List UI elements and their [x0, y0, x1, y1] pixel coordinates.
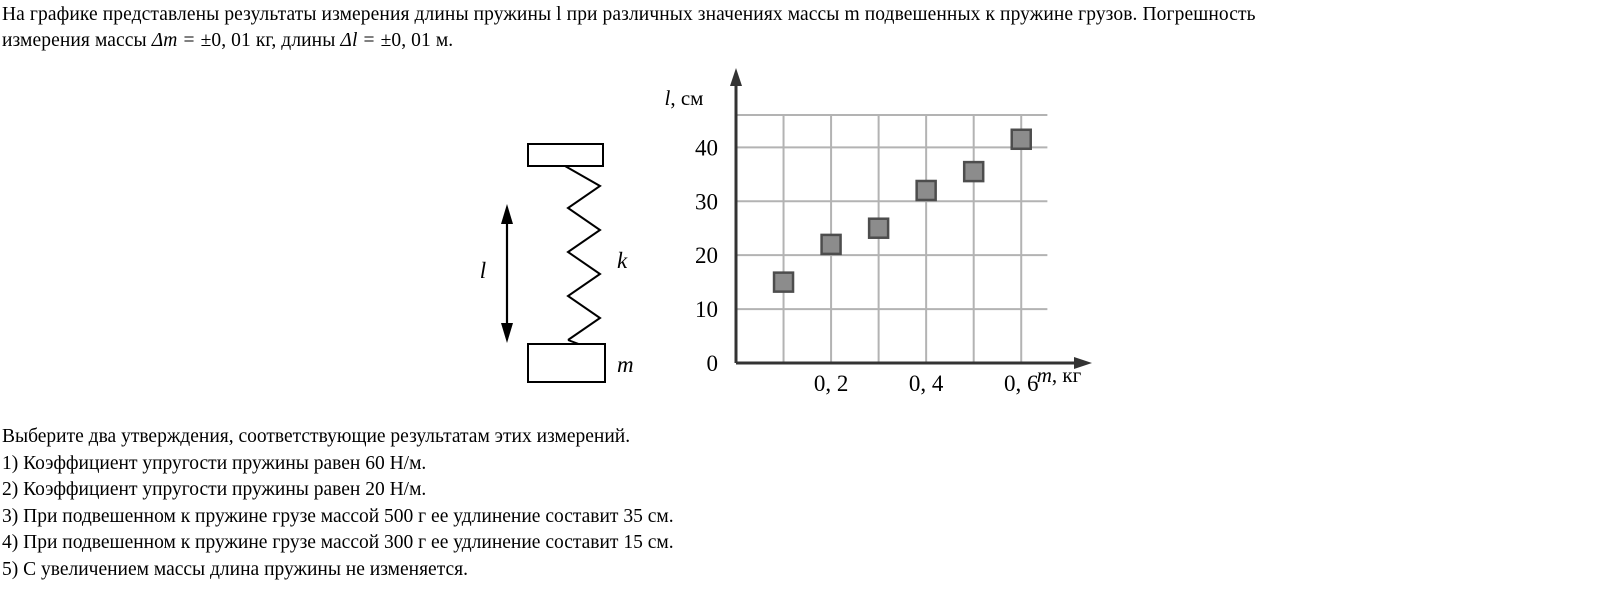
problem-statement-line-1: [2, 2, 1612, 28]
answer-option-4[interactable]: 4) При подвешенном к пружине грузе массой 300 г ее удлинение составит 15 см.: [2, 532, 674, 553]
x-tick-label: 0, 6: [1003, 371, 1039, 396]
equals-sign-2: =: [363, 30, 375, 51]
svg-text:m, кг: m, кг: [1036, 363, 1082, 387]
delta-l-symbol: Δl: [340, 30, 358, 51]
spring-length-label: l: [479, 258, 487, 283]
problem-statement-line-2: [2, 28, 1612, 54]
mass-block: [528, 344, 605, 382]
figure-svg: [0, 60, 1616, 410]
data-point-marker: [1012, 130, 1031, 149]
y-tick-label: 20: [695, 243, 718, 269]
data-point-marker: [869, 219, 888, 238]
figure-area: [0, 60, 1616, 410]
y-tick-label: 0: [706, 351, 718, 376]
delta-m-value: ±0, 01: [200, 30, 251, 51]
delta-m-symbol: Δm: [151, 30, 178, 51]
answer-block: [2, 424, 1302, 583]
x-axis-tick-labels: [814, 371, 1039, 396]
answer-option-1[interactable]: 1) Коэффициент упругости пружины равен 60 Н/м.: [2, 452, 427, 474]
y-axis-tick-labels: [695, 135, 718, 376]
data-point-marker: [774, 273, 793, 292]
equals-sign-1: =: [183, 30, 195, 51]
problem-statement-text-1: На графике представлены результаты измерения длины пружины l при различных значениях массы m подвешенных к пружине грузов. Погрешность: [2, 4, 1256, 25]
spring-stiffness-label: k: [617, 248, 628, 273]
answer-option-5[interactable]: 5) С увеличением массы длина пружины не изменяется.: [2, 558, 468, 580]
length-error-text: длины: [281, 30, 336, 51]
y-axis-title: [665, 86, 704, 110]
spring-mass-label: m: [617, 352, 634, 377]
x-tick-label: 0, 4: [908, 371, 944, 396]
spring-coil: [565, 166, 600, 340]
data-point-marker: [964, 162, 983, 181]
ceiling-plate: [528, 144, 603, 166]
scatter-chart: [665, 68, 1092, 396]
y-tick-label: 40: [695, 135, 718, 161]
y-axis: [730, 68, 742, 363]
problem-statement: [2, 2, 1612, 54]
delta-l-value: ±0, 01: [380, 30, 431, 51]
y-tick-label: 10: [695, 297, 718, 323]
y-axis-arrowhead: [730, 68, 742, 86]
x-axis-title: [1037, 363, 1082, 387]
y-tick-label: 30: [695, 189, 718, 215]
spring-diagram: [480, 144, 634, 382]
answer-option-3[interactable]: 3) При подвешенном к пружине грузе массой 500 г ее удлинение составит 35 см.: [2, 505, 674, 527]
x-tick-label: 0, 2: [813, 371, 849, 396]
data-points-group: [774, 130, 1031, 292]
svg-text:l, см: l, см: [664, 86, 704, 110]
answer-prompt: Выберите два утверждения, соответствующие результатам этих измерений.: [2, 426, 631, 447]
data-point-marker: [917, 181, 936, 200]
data-point-marker: [822, 235, 841, 254]
answer-option-2[interactable]: 2) Коэффициент упругости пружины равен 20 Н/м.: [2, 479, 427, 500]
delta-m-unit: кг,: [255, 30, 277, 51]
grid-lines-vertical: [784, 115, 1022, 363]
delta-l-unit: м.: [435, 30, 454, 51]
error-intro-text: измерения массы: [2, 30, 147, 51]
length-arrow: [501, 204, 513, 343]
